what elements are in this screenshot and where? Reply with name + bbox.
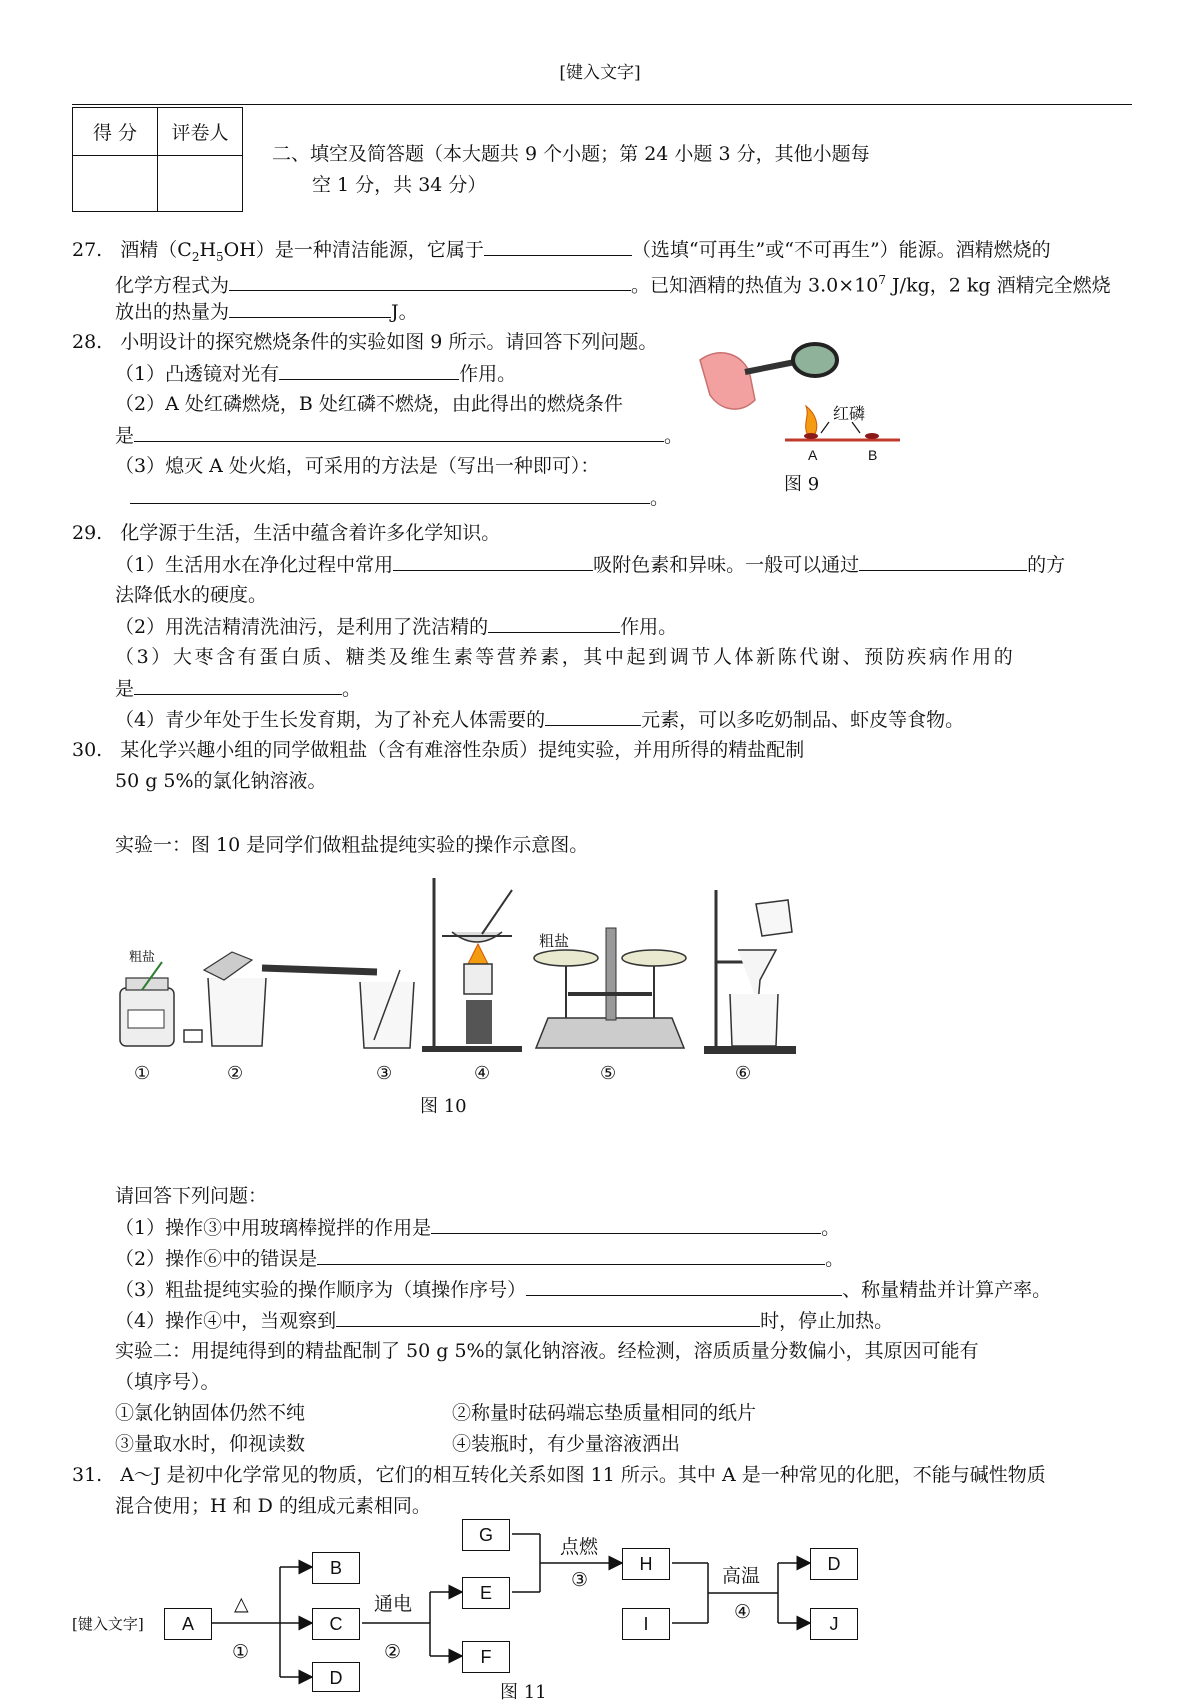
q28-line4 <box>115 421 683 450</box>
node-h: H <box>622 1548 670 1580</box>
filtration-stand-icon <box>704 890 796 1054</box>
q30-option-1: ①氯化钠固体仍然不纯 <box>115 1402 306 1424</box>
q30-text: 。 <box>825 1248 845 1270</box>
magnifier-lens-icon <box>793 344 837 376</box>
fig9-label-a: A <box>808 447 818 463</box>
q28-blank-method[interactable] <box>130 483 650 504</box>
fig10-jar-label: 粗盐 <box>129 950 156 965</box>
q27-sup: 7 <box>878 273 887 287</box>
q30-text: （1）操作③中用玻璃棒搅拌的作用是 <box>115 1217 432 1239</box>
salt-jar-icon <box>120 962 202 1046</box>
fig9-red-phosphorus-label: 红磷 <box>833 404 866 423</box>
q30-text: （2）操作⑥中的错误是 <box>115 1248 318 1270</box>
score-cell-label: 得 分 <box>73 108 158 156</box>
q27-sub: 5 <box>216 249 224 264</box>
q27-text: 。已知酒精的热值为 3.0×10 <box>631 274 879 297</box>
lens-handle <box>745 362 795 372</box>
q28-line3: （2）A 处红磷燃烧，B 处红磷不燃烧，由此得出的燃烧条件 <box>115 393 623 415</box>
q27-text: J/kg，2 kg 酒精完全燃烧 <box>886 274 1111 297</box>
grader-input-cell[interactable] <box>158 156 243 212</box>
q27-blank-energy[interactable] <box>484 235 632 256</box>
q27-text: J。 <box>391 301 418 323</box>
q29-line3: 法降低水的硬度。 <box>115 584 268 606</box>
q31-number: 31. <box>72 1464 103 1486</box>
stir-beaker-icon <box>262 968 414 1048</box>
q27-text: （选填“可再生”或“不可再生”）能源。酒精燃烧的 <box>631 239 1051 261</box>
q29-text: （2）用洗洁精清洗油污，是利用了洗洁精的 <box>115 616 489 638</box>
node-d2: D <box>810 1548 858 1580</box>
q29-text: 化学源于生活，生活中蕴含着许多化学知识。 <box>120 522 501 544</box>
q27-blank-heat[interactable] <box>229 297 391 318</box>
q30-line2: 50 g 5%的氯化钠溶液。 <box>115 770 327 792</box>
q27-text: 化学方程式为 <box>115 274 230 297</box>
flame-icon <box>806 406 817 436</box>
q29-text: 的方 <box>1027 554 1066 576</box>
page-header: [键入文字] <box>559 63 641 83</box>
q30-blank-observe[interactable] <box>336 1306 760 1327</box>
q27-text: 放出的热量为 <box>115 301 230 323</box>
q28-blank-condition[interactable] <box>134 421 664 442</box>
q28-text: 作用。 <box>459 363 517 385</box>
q29-text: 元素，可以多吃奶制品、虾皮等食物。 <box>641 709 965 731</box>
cond-high-temp: 高温 <box>722 1565 761 1587</box>
fig10-step-3: ③ <box>376 1063 393 1084</box>
q30-text: 。 <box>821 1217 841 1239</box>
fig11-caption: 图 11 <box>500 1682 547 1703</box>
q30-experiment2-line1: 实验二：用提纯得到的精盐配制了 50 g 5%的氯化钠溶液。经检测，溶质质量分数偏小，其原因可能有 <box>115 1340 979 1362</box>
step-3: ③ <box>571 1569 589 1591</box>
page-footer: [键入文字] <box>72 1615 144 1633</box>
q28-number: 28. <box>72 331 103 353</box>
q29-blank-adsorb[interactable] <box>393 550 593 571</box>
q29-line2 <box>115 550 1065 579</box>
fig10-caption: 图 10 <box>420 1096 467 1117</box>
q27-text: 酒精（C <box>120 239 192 261</box>
figure-10 <box>112 870 872 1070</box>
q31-line2: 混合使用；H 和 D 的组成元素相同。 <box>115 1495 431 1517</box>
fig10-step-2: ② <box>227 1063 244 1084</box>
q27-text: H <box>199 239 217 261</box>
q30-blank-stir[interactable] <box>431 1213 821 1234</box>
q29-blank-element[interactable] <box>545 705 641 726</box>
q30-option-2: ②称量时砝码端忘垫质量相同的纸片 <box>452 1402 757 1424</box>
q29-blank-nutrient[interactable] <box>134 674 342 695</box>
fig9-label-b: B <box>868 447 878 463</box>
node-c: C <box>312 1608 360 1640</box>
step-1: ① <box>232 1641 250 1663</box>
node-g: G <box>462 1519 510 1551</box>
section-title-line2: 空 1 分，共 34 分） <box>312 174 487 196</box>
step-4: ④ <box>734 1601 752 1623</box>
cond-heat: △ <box>234 1593 249 1615</box>
red-phosphorus-b <box>865 433 879 439</box>
q29-line5: （3）大枣含有蛋白质、糖类及维生素等营养素，其中起到调节人体新陈代谢、预防疾病作用的 <box>115 646 1016 668</box>
q29-text: 。 <box>342 678 362 700</box>
score-table <box>72 107 243 212</box>
q29-line1 <box>72 519 500 547</box>
node-j: J <box>810 1608 858 1640</box>
q27-blank-equation[interactable] <box>229 270 631 291</box>
q27-text: OH）是一种清洁能源，它属于 <box>223 239 484 261</box>
cond-electrolysis: 通电 <box>374 1593 413 1615</box>
q30-option-3: ③量取水时，仰视读数 <box>115 1433 306 1455</box>
q29-blank-hardness[interactable] <box>859 550 1027 571</box>
q30-experiment2-line2: （填序号）。 <box>115 1371 220 1393</box>
q27-line3 <box>115 297 418 326</box>
red-phosphorus-a <box>804 433 818 439</box>
q30-text: （4）操作④中，当观察到 <box>115 1310 337 1332</box>
q31-text: A～J 是初中化学常见的物质，它们的相互转化关系如图 11 所示。其中 A 是一种常见的化肥，不能与碱性物质 <box>120 1464 1046 1486</box>
q27-sub: 2 <box>191 249 200 264</box>
evaporation-stand-icon <box>422 878 522 1052</box>
node-a: A <box>164 1608 212 1640</box>
q28-line2 <box>115 359 516 388</box>
q28-text: 。 <box>664 425 684 447</box>
q30-sub3 <box>115 1275 1051 1304</box>
q30-text: 、称量精盐并计算产率。 <box>842 1279 1052 1301</box>
q29-text: 是 <box>115 678 135 700</box>
fig10-step-1: ① <box>134 1063 151 1084</box>
q27-line2 <box>115 266 1111 299</box>
q29-line4 <box>115 612 677 641</box>
q28-text: 。 <box>650 487 670 509</box>
node-b: B <box>312 1552 360 1584</box>
q28-text: 小明设计的探究燃烧条件的实验如图 9 所示。请回答下列问题。 <box>120 331 658 353</box>
section-title-line1: 二、填空及简答题（本大题共 9 个小题；第 24 小题 3 分，其他小题每 <box>272 143 870 165</box>
q30-ask: 请回答下列问题： <box>115 1185 268 1207</box>
label-pointer-a <box>821 422 829 433</box>
score-input-cell[interactable] <box>73 156 158 212</box>
q30-line1 <box>72 736 804 764</box>
dissolve-beaker-icon <box>204 952 266 1046</box>
q31-line1 <box>72 1461 1046 1489</box>
q30-number: 30. <box>72 739 103 761</box>
q30-sub1 <box>115 1213 840 1242</box>
q30-blank-order[interactable] <box>526 1275 842 1296</box>
header-rule <box>72 104 1132 105</box>
q30-blank-error[interactable] <box>317 1244 825 1265</box>
q28-blank-lens[interactable] <box>279 359 459 380</box>
q30-option-4: ④装瓶时，有少量溶液洒出 <box>452 1433 681 1455</box>
node-e: E <box>462 1577 510 1609</box>
q29-text: 吸附色素和异味。一般可以通过 <box>593 554 860 576</box>
q28-line1 <box>72 328 657 356</box>
grader-cell-label: 评卷人 <box>158 108 243 156</box>
node-d: D <box>312 1662 360 1692</box>
q28-text: （1）凸透镜对光有 <box>115 363 280 385</box>
q29-number: 29. <box>72 522 103 544</box>
q30-text: （3）粗盐提纯实验的操作顺序为（填操作序号） <box>115 1279 527 1301</box>
node-f: F <box>462 1641 510 1673</box>
fig10-step-5: ⑤ <box>600 1063 617 1084</box>
node-i: I <box>622 1608 670 1640</box>
hand-icon <box>700 353 755 409</box>
q30-experiment1: 实验一：图 10 是同学们做粗盐提纯实验的操作示意图。 <box>115 834 589 856</box>
q29-line7 <box>115 705 964 734</box>
fig10-scale-label: 粗盐 <box>539 932 570 950</box>
q29-text: 作用。 <box>620 616 678 638</box>
fig10-step-4: ④ <box>474 1063 491 1084</box>
q28-line6 <box>130 483 669 512</box>
q29-blank-detergent[interactable] <box>488 612 620 633</box>
q29-text: （1）生活用水在净化过程中常用 <box>115 554 394 576</box>
q28-line5: （3）熄灭 A 处火焰，可采用的方法是（写出一种即可）： <box>115 455 600 477</box>
fig10-step-6: ⑥ <box>735 1063 752 1084</box>
q30-text: 某化学兴趣小组的同学做粗盐（含有难溶性杂质）提纯实验，并用所得的精盐配制 <box>120 739 805 761</box>
q30-sub2 <box>115 1244 844 1273</box>
q27-number: 27. <box>72 239 103 261</box>
q28-text: 是 <box>115 425 135 447</box>
q30-text: 时，停止加热。 <box>760 1310 894 1332</box>
fig9-caption: 图 9 <box>784 474 820 495</box>
cond-ignite: 点燃 <box>560 1536 599 1558</box>
q29-line6 <box>115 674 361 703</box>
q30-sub4 <box>115 1306 893 1335</box>
step-2: ② <box>384 1641 402 1663</box>
q29-text: （4）青少年处于生长发育期，为了补充人体需要的 <box>115 709 546 731</box>
